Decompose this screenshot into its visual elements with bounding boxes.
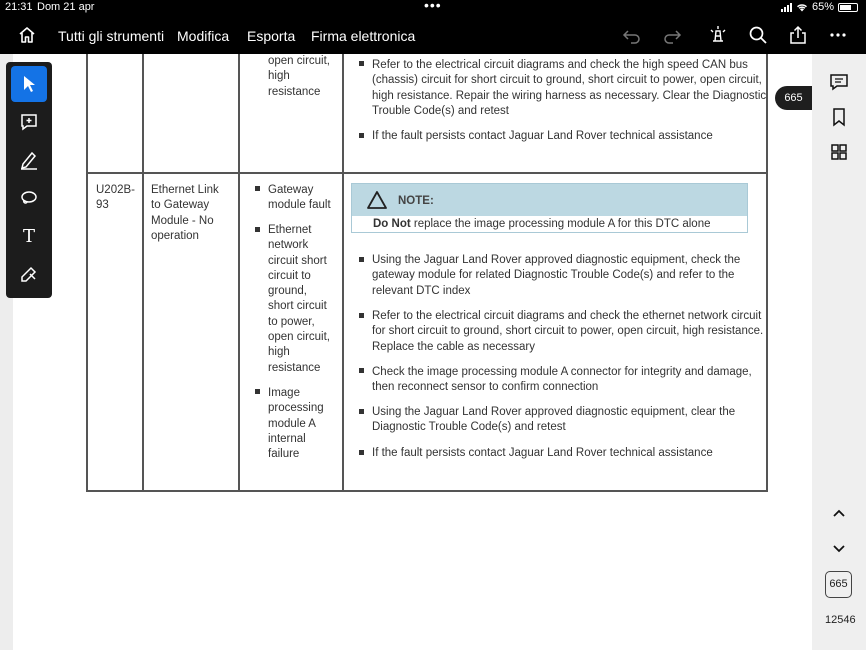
cause-1: Gateway module fault xyxy=(268,184,331,212)
bullet-icon xyxy=(359,61,364,66)
share-icon[interactable] xyxy=(788,25,808,45)
dtc-code: U202B- 93 xyxy=(96,184,135,212)
comment-tool[interactable] xyxy=(11,104,47,140)
note-emphasis: Do Not xyxy=(373,218,411,230)
read-aloud-icon[interactable] xyxy=(708,25,728,45)
menu-all-tools[interactable]: Tutti gli strumenti xyxy=(58,28,165,44)
select-pointer-icon xyxy=(21,75,37,93)
menu-edit[interactable]: Modifica xyxy=(177,28,230,44)
fill-sign-tool[interactable] xyxy=(11,256,47,292)
dtc-description: Ethernet Link to Gateway Module - No operation xyxy=(151,184,219,242)
undo-icon[interactable] xyxy=(622,25,642,45)
add-comment-icon xyxy=(19,112,39,132)
note-text: replace the image processing module A for this DTC alone xyxy=(410,218,711,230)
battery-icon xyxy=(838,3,858,12)
highlight-tool[interactable] xyxy=(11,142,47,178)
fill-sign-icon xyxy=(19,264,39,284)
row2-action-4: Using the Jaguar Land Rover approved diagnostic equipment, clear the Diagnostic Trouble Code(s) and retest xyxy=(372,406,736,434)
more-icon[interactable] xyxy=(828,25,848,45)
search-icon[interactable] xyxy=(748,25,768,45)
row2-action-3: Check the image processing module A connector for integrity and damage, then reconnect sensor to confirm connection xyxy=(372,366,752,394)
cause-3: Image processing module A internal failure xyxy=(268,387,324,461)
comments-icon[interactable] xyxy=(828,71,850,93)
bullet-icon xyxy=(359,409,364,414)
note-label: NOTE: xyxy=(398,195,434,207)
menu-export[interactable]: Esporta xyxy=(247,28,296,44)
total-pages: 12546 xyxy=(825,614,856,626)
status-bar xyxy=(0,0,866,16)
text-tool-icon: T xyxy=(22,225,35,247)
note-header xyxy=(352,184,747,216)
chevron-down-icon[interactable] xyxy=(828,538,850,560)
cause-2: Ethernet network circuit short circuit to ground, short circuit to power, open circuit, high resistance xyxy=(268,224,331,374)
row2-action-2: Refer to the electrical circuit diagrams and check the ethernet network circuit for short circuit to ground, short circuit to power, open circuit, high resistance. Replace the cable as necessary xyxy=(372,310,764,353)
lasso-icon xyxy=(19,188,39,208)
battery-percent: 65% xyxy=(811,1,834,13)
lasso-tool[interactable] xyxy=(11,180,47,216)
bullet-icon xyxy=(255,227,260,232)
note-box xyxy=(351,183,748,233)
status-date: Dom 21 apr xyxy=(37,1,95,13)
row1-cause-continuation: open circuit, high resistance xyxy=(268,55,331,98)
current-page-box[interactable]: 665 xyxy=(825,571,852,598)
bullet-icon xyxy=(359,313,364,318)
text-tool[interactable] xyxy=(11,218,47,254)
menu-e-sign[interactable]: Firma elettronica xyxy=(311,28,416,44)
annotation-toolbar xyxy=(6,62,52,298)
redo-icon[interactable] xyxy=(662,25,682,45)
page-indicator-badge[interactable]: 665 xyxy=(775,86,812,110)
status-time: 21:31 xyxy=(5,1,33,13)
row1-action-1: Refer to the electrical circuit diagrams and check the high speed CAN bus (chassis) circuit for short circuit to ground, short circuit to power, open circuit, high resistance. Repair the wiring harness as necessary. Clear the Diagnostic Trouble Code(s) and retest xyxy=(372,59,767,117)
row2-action-5: If the fault persists contact Jaguar Land Rover technical assistance xyxy=(372,447,713,459)
bullet-icon xyxy=(359,257,364,262)
warning-icon xyxy=(366,190,388,210)
bullet-icon xyxy=(255,186,260,191)
bullet-icon xyxy=(359,368,364,373)
status-right xyxy=(781,1,858,13)
bullet-icon xyxy=(359,133,364,138)
multitasking-dots[interactable]: ••• xyxy=(424,0,442,13)
wifi-icon xyxy=(796,3,808,12)
row2-action-1: Using the Jaguar Land Rover approved diagnostic equipment, check the gateway module for related Diagnostic Trouble Code(s) and refer to the relevant DTC index xyxy=(372,254,741,297)
cellular-signal-icon xyxy=(781,3,792,12)
chevron-up-icon[interactable] xyxy=(828,502,850,524)
top-toolbar xyxy=(0,16,866,54)
bullet-icon xyxy=(255,389,260,394)
highlight-pen-icon xyxy=(19,150,39,170)
row1-action-2: If the fault persists contact Jaguar Land Rover technical assistance xyxy=(372,130,713,142)
thumbnails-icon[interactable] xyxy=(828,141,850,163)
home-icon[interactable] xyxy=(18,26,36,44)
note-body xyxy=(373,218,711,230)
bullet-icon xyxy=(359,450,364,455)
bookmark-icon[interactable] xyxy=(828,106,850,128)
select-tool[interactable] xyxy=(11,66,47,102)
